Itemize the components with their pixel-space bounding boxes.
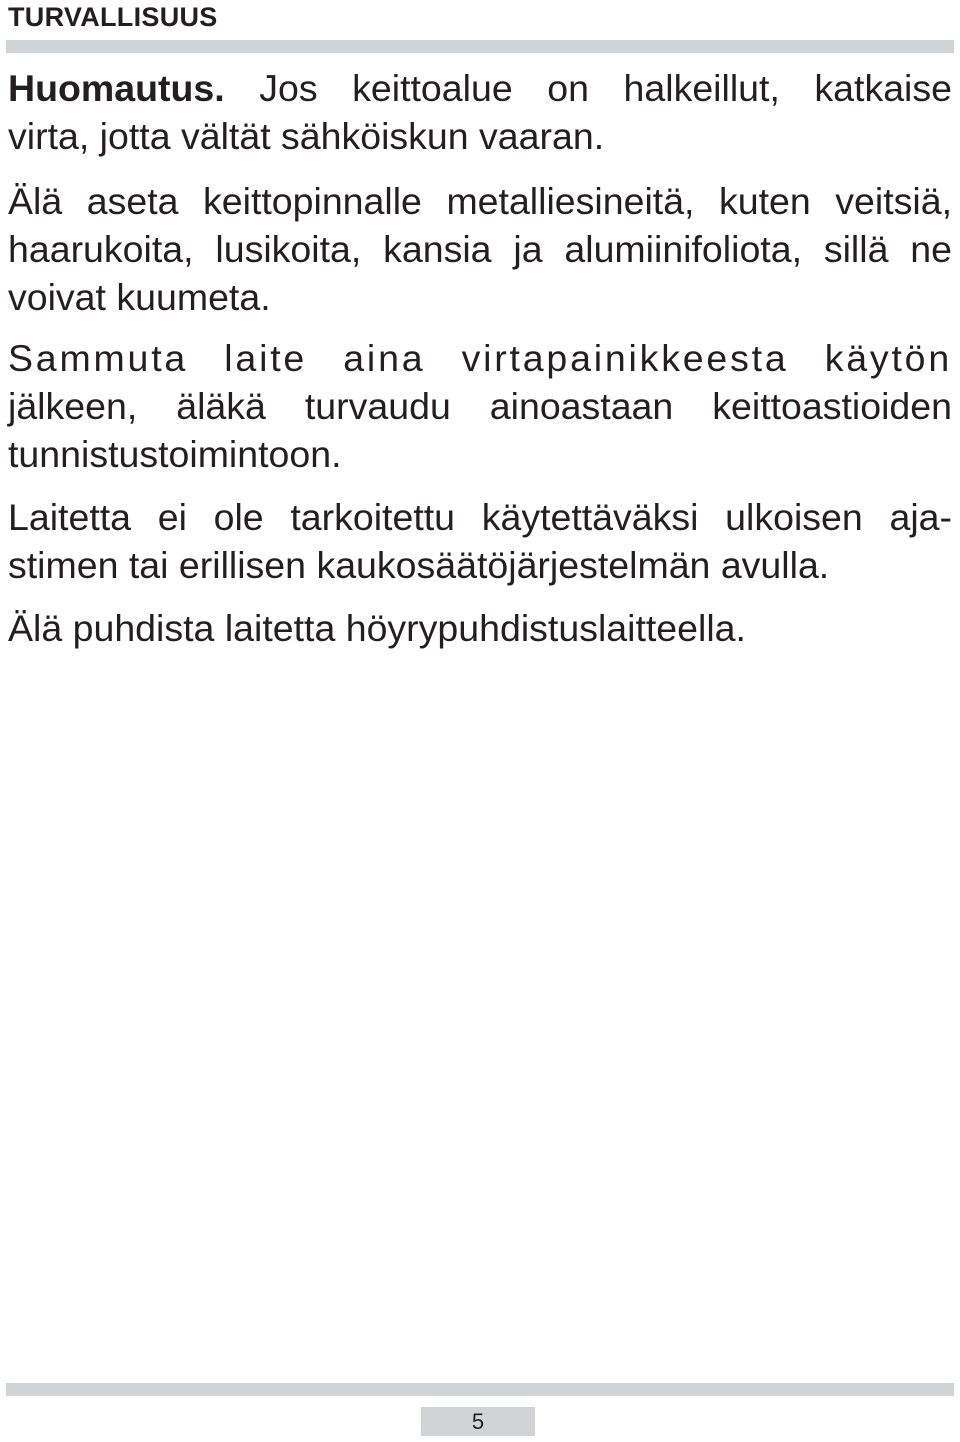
paragraph-timer-line-2: stimen tai erillisen kaukosäätöjärjestelmän avulla. <box>8 544 830 586</box>
paragraph-note <box>8 64 952 160</box>
paragraph-steam-cleaner <box>8 604 952 652</box>
paragraph-metal-objects-line-1: Älä aseta keittopinnalle metalliesineitä, kuten veitsiä, <box>8 180 952 222</box>
note-label: Huomautus. <box>8 67 225 109</box>
note-text: Jos keittoalue on halkeillut, katkaise <box>224 67 952 109</box>
paragraph-switch-off <box>8 334 952 478</box>
paragraph-metal-objects <box>8 177 952 321</box>
paragraph-metal-objects-line-3: voivat kuumeta. <box>8 276 271 318</box>
paragraph-timer-line-1: Laitetta ei ole tarkoitettu käytettäväksi ulkoisen aja- <box>8 496 952 538</box>
document-body <box>8 64 952 669</box>
section-header: TURVALLISUUS <box>8 2 218 32</box>
paragraph-switch-off-line-2: jälkeen, äläkä turvaudu ainoastaan keittoastioiden <box>8 385 952 427</box>
paragraph-note-line-1 <box>8 64 952 112</box>
paragraph-metal-objects-line-2: haarukoita, lusikoita, kansia ja alumiinifoliota, sillä ne <box>8 228 952 270</box>
page-number: 5 <box>421 1407 535 1436</box>
paragraph-switch-off-line-1: Sammuta laite aina virtapainikkeesta käytön <box>8 337 952 379</box>
paragraph-switch-off-line-3: tunnistustoimintoon. <box>8 433 342 475</box>
paragraph-steam-cleaner-line-1: Älä puhdista laitetta höyrypuhdistuslaitteella. <box>8 607 746 649</box>
header-divider <box>6 40 954 53</box>
footer-divider <box>6 1383 954 1396</box>
paragraph-note-line-2: virta, jotta vältät sähköiskun vaaran. <box>8 115 605 157</box>
paragraph-timer <box>8 493 952 589</box>
